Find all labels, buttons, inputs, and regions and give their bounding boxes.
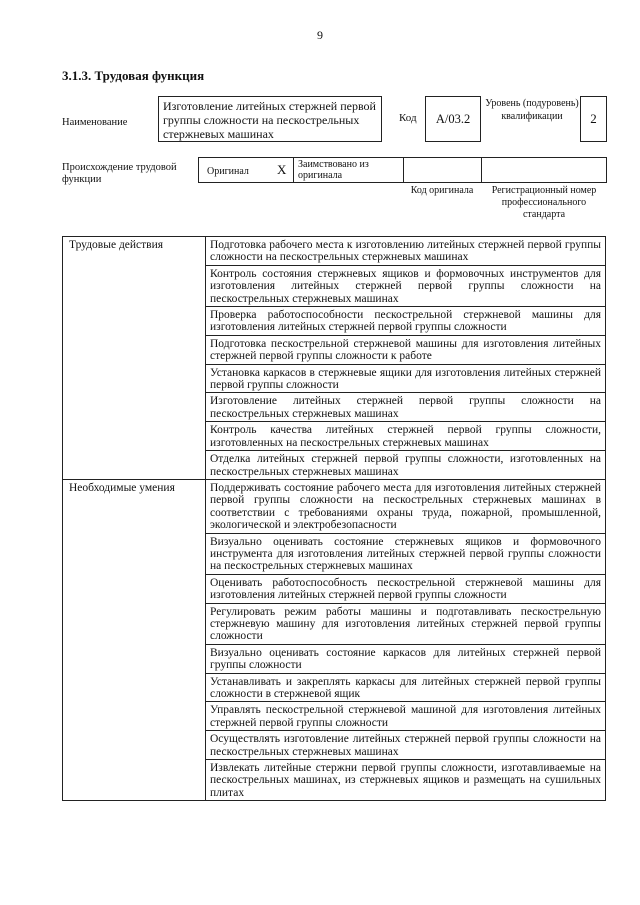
function-table	[62, 236, 606, 801]
section-title: 3.1.3. Трудовая функция	[62, 68, 205, 83]
section-item: Подготовка пескострельной стержневой машины для изготовления литейных стержней первой группы сложности к работе	[206, 335, 606, 364]
code-box: А/03.2	[425, 96, 481, 142]
origin-code-caption: Код оригинала	[410, 185, 474, 196]
origin-label: Происхождение трудовой функции	[62, 162, 177, 185]
section-item: Регулировать режим работы машины и подготавливать пескострельную стержневую машину для изготовления литейных стержней первой группы сложности	[206, 603, 606, 644]
original-cell	[199, 158, 294, 182]
section-item: Устанавливать и закреплять каркасы для литейных стержней первой группы сложности в стержневой ящик	[206, 673, 606, 702]
section-item: Осуществлять изготовление литейных стержней первой группы сложности на пескострельных стержневых машинах	[206, 731, 606, 760]
level-label: Уровень (подуровень) квалификации	[485, 98, 579, 122]
section-item: Контроль качества литейных стержней первой группы сложности, изготовленных на пескострельных стержневых машинах	[206, 422, 606, 451]
original-label: Оригинал	[207, 166, 249, 177]
reg-number-cell	[482, 158, 606, 182]
origin-strip	[198, 157, 607, 183]
section-item: Визуально оценивать состояние каркасов для литейных стержней первой группы сложности	[206, 644, 606, 673]
section-item: Контроль состояния стержневых ящиков и формовочных инструментов для изготовления литейных стержней первой группы сложности на пескострельных стержневых машинах	[206, 265, 606, 306]
code-label: Код	[399, 112, 417, 124]
section-item: Проверка работоспособности пескострельной стержневой машины для изготовления литейных стержней первой группы сложности	[206, 307, 606, 336]
section-item: Управлять пескострельной стержневой машиной для изготовления литейных стержней первой группы сложности	[206, 702, 606, 731]
section-item: Подготовка рабочего места к изготовлению литейных стержней первой группы сложности на пескострельных стержневых машинах	[206, 237, 606, 266]
function-name-box: Изготовление литейных стержней первой группы сложности на пескострельных стержневых машинах	[158, 96, 382, 142]
borrowed-cell	[294, 158, 404, 182]
original-mark: X	[277, 162, 287, 177]
name-label: Наименование	[62, 117, 128, 128]
section-category: Трудовые действия	[63, 237, 206, 480]
section-item: Отделка литейных стержней первой группы сложности, изготовленных на пескострельных стержневых машинах	[206, 451, 606, 480]
section-item: Поддерживать состояние рабочего места для изготовления литейных стержней первой группы сложности на пескострельных стержневых машинах в соответствии с требованиями охраны труда, пожарной, промышленной, экологической и электробезопасности	[206, 479, 606, 533]
function-table-body	[63, 237, 606, 801]
section-category: Необходимые умения	[63, 479, 206, 800]
section-item: Установка каркасов в стержневые ящики для изготовления литейных стержней первой группы сложности	[206, 364, 606, 393]
table-row	[63, 237, 606, 266]
origin-code-cell	[404, 158, 482, 182]
section-item: Визуально оценивать состояние стержневых ящиков и формовочного инструмента для изготовления литейных стержней первой группы сложности на пескострельных стержневых машинах	[206, 533, 606, 574]
level-box: 2	[580, 96, 607, 142]
section-item: Извлекать литейные стержни первой группы сложности, изготавливаемые на пескострельных машинах, из стержневых ящиков и размещать на сушильных плитах	[206, 760, 606, 801]
reg-number-caption: Регистрационный номер профессионального стандарта	[491, 185, 597, 220]
section-item: Изготовление литейных стержней первой группы сложности на пескострельных стержневых машинах	[206, 393, 606, 422]
table-row	[63, 479, 606, 533]
borrowed-label: Заимствовано из оригинала	[298, 159, 369, 181]
page-number: 9	[317, 28, 323, 42]
section-item: Оценивать работоспособность пескострельной стержневой машины для изготовления литейных стержней первой группы сложности	[206, 574, 606, 603]
